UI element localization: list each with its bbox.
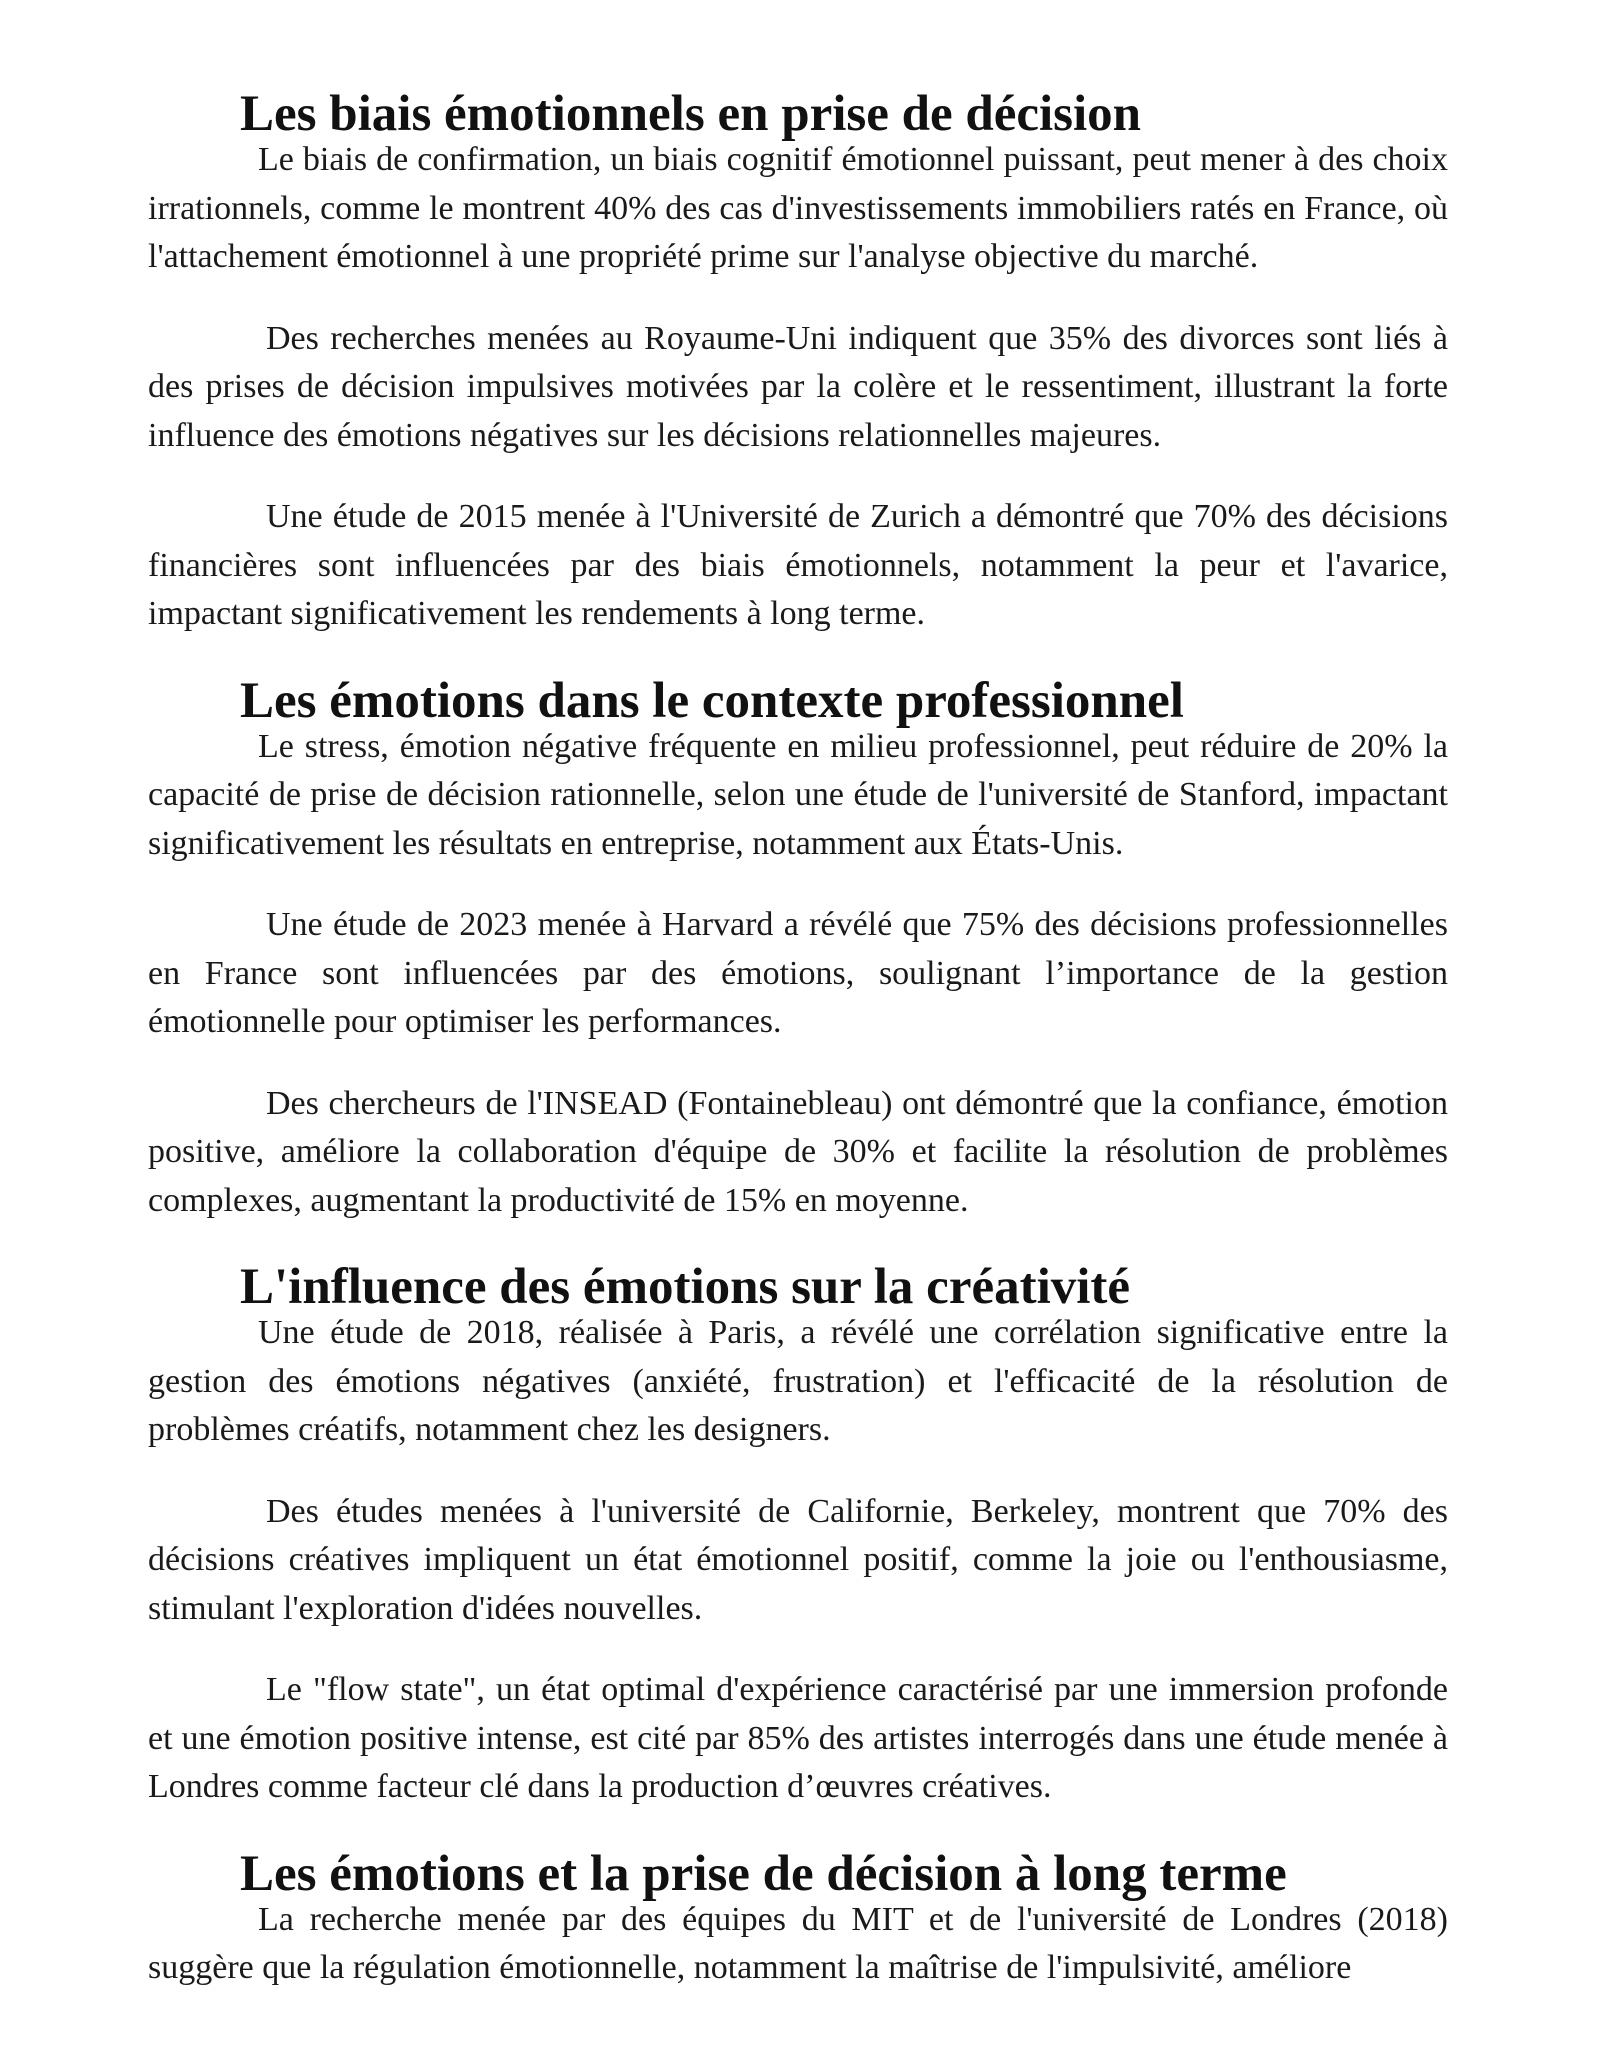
section-heading: Les émotions dans le contexte professionnel <box>240 672 1184 729</box>
paragraph: Le biais de confirmation, un biais cognitif émotionnel puissant, peut mener à des choix irrationnels, comme le montrent 40% des cas d'investissements immobiliers ratés en France, où l'attachement émotionnel à une propriété prime sur l'analyse objective du marché. <box>148 141 1448 275</box>
paragraph: Une étude de 2023 menée à Harvard a révélé que 75% des décisions professionnelles en France sont influencées par des émotions, soulignant l’importance de la gestion émotionnelle pour optimiser les performances. <box>148 906 1448 1040</box>
section-heading: L'influence des émotions sur la créativité <box>240 1259 1131 1315</box>
paragraph: Une étude de 2015 menée à l'Université de Zurich a démontré que 70% des décisions financières sont influencées par des biais émotionnels, notamment la peur et l'avarice, impactant significativement les rendements à long terme. <box>148 498 1448 632</box>
paragraph: Des recherches menées au Royaume-Uni indiquent que 35% des divorces sont liés à des prises de décision impulsives motivées par la colère et le ressentiment, illustrant la forte influence des émotions négatives sur les décisions relationnelles majeures. <box>148 319 1448 454</box>
section-long-term-decision <box>148 1845 1448 1993</box>
section-emotional-biases <box>148 86 1448 639</box>
paragraph: Le "flow state", un état optimal d'expérience caractérisé par une immersion profonde et une émotion positive intense, est cité par 85% des artistes interrogés dans une étude menée à Londres comme facteur clé dans la production d’œuvres créatives. <box>148 1671 1448 1805</box>
section-heading: Les biais émotionnels en prise de décision <box>240 86 1142 142</box>
section-heading: Les émotions et la prise de décision à long terme <box>240 1845 1287 1902</box>
section-professional-context <box>148 672 1448 1226</box>
paragraph: Des études menées à l'université de Californie, Berkeley, montrent que 70% des décisions créatives impliquent un état émotionnel positif, comme la joie ou l'enthousiasme, stimulant l'exploration d'idées nouvelles. <box>148 1492 1448 1627</box>
paragraph: Des chercheurs de l'INSEAD (Fontainebleau) ont démontré que la confiance, émotion positive, améliore la collaboration d'équipe de 30% et facilite la résolution de problèmes complexes, augmentant la productivité de 15% en moyenne. <box>148 1084 1448 1219</box>
paragraph: Le stress, émotion négative fréquente en milieu professionnel, peut réduire de 20% la capacité de prise de décision rationnelle, selon une étude de l'université de Stanford, impactant significativement les résultats en entreprise, notamment aux États-Unis. <box>148 727 1448 862</box>
paragraph: La recherche menée par des équipes du MIT et de l'université de Londres (2018) suggère que la régulation émotionnelle, notamment la maîtrise de l'impulsivité, améliore <box>148 1900 1448 1986</box>
document-page <box>148 86 1448 1993</box>
section-creativity <box>148 1259 1448 1812</box>
paragraph: Une étude de 2018, réalisée à Paris, a révélé une corrélation significative entre la gestion des émotions négatives (anxiété, frustration) et l'efficacité de la résolution de problèmes créatifs, notamment chez les designers. <box>148 1314 1448 1448</box>
